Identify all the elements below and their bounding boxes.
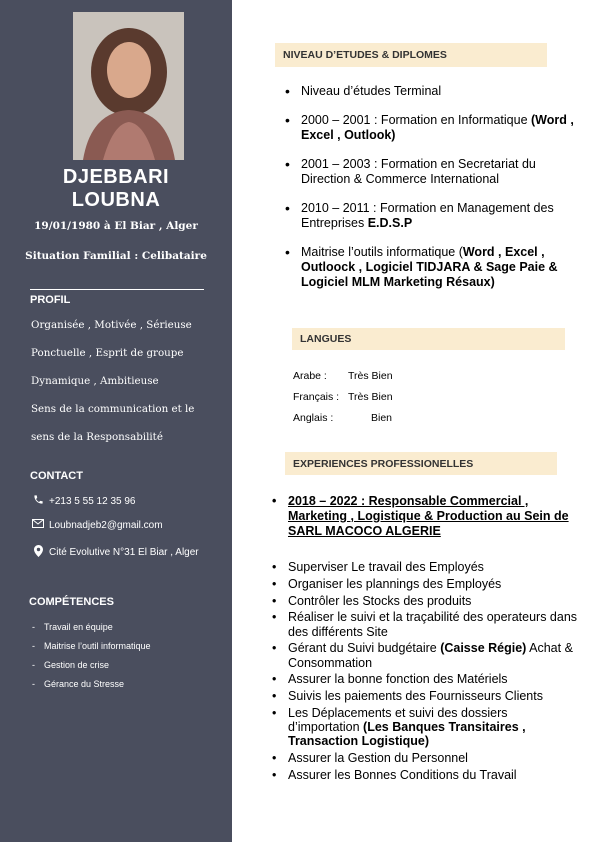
contact-address — [31, 545, 199, 560]
task-item: • Organiser les plannings des Employés — [272, 577, 582, 591]
language-name: Français : — [293, 391, 340, 403]
contact-heading: CONTACT — [30, 470, 83, 482]
profil-line: Ponctuelle , Esprit de groupe — [31, 347, 184, 359]
language-name: Arabe : — [293, 370, 327, 382]
birth-info: 19/01/1980 à El Biar , Alger — [34, 220, 198, 232]
name-first: DJEBBARI — [62, 166, 170, 188]
sidebar — [0, 0, 232, 842]
name-last: LOUBNA — [71, 189, 161, 211]
task-item: • Assurer les Bonnes Conditions du Travail — [272, 768, 582, 782]
family-situation: Situation Familial : Celibataire — [25, 250, 207, 262]
profil-line: sens de la Responsabilité — [31, 431, 163, 443]
education-item: • 2010 – 2011 : Formation en Management des Entreprises E.D.S.P — [285, 201, 575, 231]
profil-line: Sens de la communication et le — [31, 403, 195, 415]
competence-item: - Maitrise l’outil informatique — [32, 641, 151, 651]
education-item: • 2001 – 2003 : Formation en Secretariat du Direction & Commerce International — [285, 157, 575, 187]
task-item: • Les Déplacements et suivi des dossiers d’importation (Les Banques Transitaires , Transaction Logistique) — [272, 706, 582, 749]
task-item: • Gérant du Suivi budgétaire (Caisse Régie) Achat & Consommation — [272, 641, 582, 669]
experience-heading: EXPERIENCES PROFESSIONELLES — [285, 452, 557, 475]
education-item: • Maitrise l’outils informatique (Word , Excel , Outloock , Logiciel TIDJARA & Sage Paie & Logiciel MLM Marketing Résaux) — [285, 245, 575, 290]
language-row — [293, 370, 393, 382]
experience-position: • 2018 – 2022 : Responsable Commercial , Marketing , Logistique & Production au Sein de SARL MACOCO ALGERIE — [272, 494, 569, 538]
contact-email — [31, 519, 163, 531]
task-list — [272, 560, 582, 785]
task-item: • Superviser Le travail des Employés — [272, 560, 582, 574]
profile-photo — [73, 12, 184, 160]
language-level: Très Bien — [348, 391, 393, 403]
email-text[interactable]: Loubnadjeb2@gmail.com — [49, 519, 163, 531]
education-list — [285, 84, 575, 304]
task-item: • Contrôler les Stocks des produits — [272, 594, 582, 608]
divider — [30, 289, 204, 290]
language-level: Très Bien — [348, 370, 393, 382]
education-heading: NIVEAU D’ETUDES & DIPLOMES — [275, 43, 547, 67]
languages-heading: LANGUES — [292, 328, 565, 350]
profil-line: Organisée , Motivée , Sérieuse — [31, 319, 192, 331]
language-level: Bien — [371, 412, 393, 424]
education-item: • Niveau d’études Terminal — [285, 84, 575, 99]
language-row — [293, 412, 392, 424]
competence-item: - Gérance du Stresse — [32, 679, 125, 689]
profil-heading: PROFIL — [30, 294, 71, 306]
location-pin-icon — [31, 545, 45, 560]
contact-phone — [31, 494, 135, 508]
task-item: • Réaliser le suivi et la traçabilité des operateurs dans des différents Site — [272, 610, 582, 638]
task-item: • Suivis les paiements des Fournisseurs Clients — [272, 689, 582, 703]
competence-item: - Gestion de crise — [32, 660, 110, 670]
address-text: Cité Evolutive N°31 El Biar , Alger — [49, 547, 199, 558]
education-item: • 2000 – 2001 : Formation en Informatique (Word , Excel , Outlook) — [285, 113, 575, 143]
phone-text: +213 5 55 12 35 96 — [49, 495, 136, 507]
task-item: • Assurer la Gestion du Personnel — [272, 751, 582, 765]
profil-line: Dynamique , Ambitieuse — [31, 375, 159, 387]
language-name: Anglais : — [293, 412, 334, 424]
competences-heading: COMPÉTENCES — [29, 596, 114, 608]
language-row — [293, 391, 393, 403]
competence-item: - Travail en équipe — [32, 622, 113, 632]
phone-icon — [31, 494, 45, 508]
task-item: • Assurer la bonne fonction des Matériels — [272, 672, 582, 686]
envelope-icon — [31, 519, 45, 531]
